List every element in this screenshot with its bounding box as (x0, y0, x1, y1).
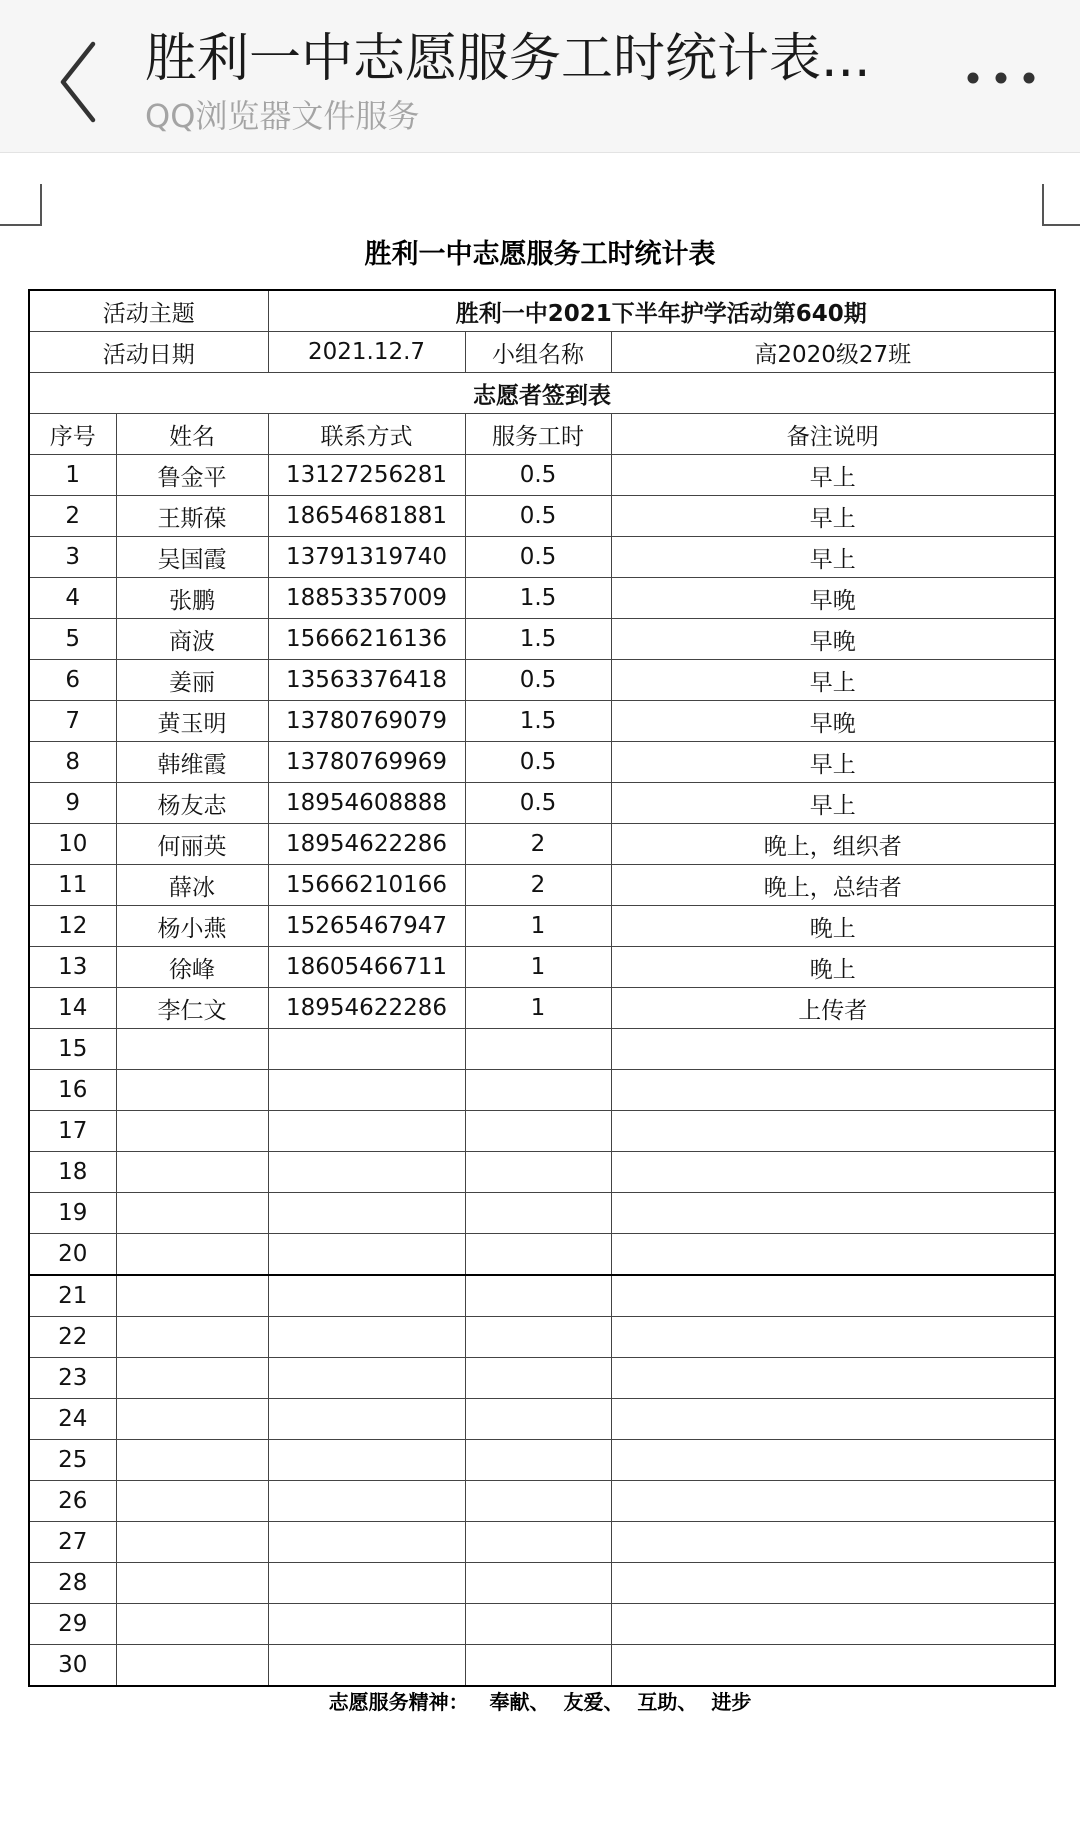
table-row (29, 988, 1055, 1029)
volunteer-name-cell (116, 1399, 268, 1440)
contact-phone-cell (268, 1399, 465, 1440)
row-number-cell: 27 (29, 1522, 116, 1563)
table-row (29, 701, 1055, 742)
row-number-cell: 17 (29, 1111, 116, 1152)
service-hours-cell (465, 1645, 611, 1687)
row-number-cell: 12 (29, 906, 116, 947)
service-hours-cell (465, 1358, 611, 1399)
table-row (29, 1275, 1055, 1317)
row-number-cell: 2 (29, 496, 116, 537)
volunteer-name-cell (116, 1111, 268, 1152)
row-number-cell: 26 (29, 1481, 116, 1522)
row-number-cell: 4 (29, 578, 116, 619)
row-number-cell: 20 (29, 1234, 116, 1276)
row-number-cell: 14 (29, 988, 116, 1029)
volunteer-name-cell: 杨小燕 (116, 906, 268, 947)
service-hours-cell (465, 1070, 611, 1111)
contact-phone-cell (268, 1152, 465, 1193)
service-hours-cell: 1 (465, 906, 611, 947)
contact-phone-cell: 18654681881 (268, 496, 465, 537)
volunteer-name-cell: 姜丽 (116, 660, 268, 701)
service-hours-cell: 1.5 (465, 701, 611, 742)
service-hours-cell: 0.5 (465, 537, 611, 578)
table-row (29, 906, 1055, 947)
column-header: 序号 (29, 414, 116, 455)
service-hours-cell: 0.5 (465, 496, 611, 537)
table-row (29, 824, 1055, 865)
volunteer-name-cell (116, 1234, 268, 1276)
remark-cell (611, 1645, 1055, 1687)
remark-cell: 早上 (611, 537, 1055, 578)
service-hours-cell (465, 1604, 611, 1645)
page-title: 胜利一中志愿服务工时统计表... (145, 29, 871, 89)
contact-phone-cell: 15666216136 (268, 619, 465, 660)
volunteer-name-cell: 商波 (116, 619, 268, 660)
service-hours-cell: 1.5 (465, 578, 611, 619)
table-row (29, 1358, 1055, 1399)
contact-phone-cell (268, 1234, 465, 1276)
contact-phone-cell (268, 1440, 465, 1481)
table-row (29, 1193, 1055, 1234)
activity-date-label: 活动日期 (29, 332, 268, 373)
contact-phone-cell: 18954622286 (268, 824, 465, 865)
service-hours-cell (465, 1234, 611, 1276)
remark-cell (611, 1358, 1055, 1399)
activity-date-row (29, 332, 1055, 373)
column-header: 联系方式 (268, 414, 465, 455)
volunteer-name-cell: 李仁文 (116, 988, 268, 1029)
section-title: 志愿者签到表 (29, 373, 1055, 414)
activity-date-value: 2021.12.7 (268, 332, 465, 373)
contact-phone-cell: 15265467947 (268, 906, 465, 947)
remark-cell (611, 1029, 1055, 1070)
remark-cell: 早上 (611, 496, 1055, 537)
page-corner-mark (1042, 184, 1080, 226)
volunteer-name-cell (116, 1193, 268, 1234)
table-row (29, 1604, 1055, 1645)
remark-cell (611, 1317, 1055, 1358)
contact-phone-cell: 13780769969 (268, 742, 465, 783)
contact-phone-cell (268, 1317, 465, 1358)
volunteer-name-cell (116, 1563, 268, 1604)
table-row (29, 1317, 1055, 1358)
document-viewer[interactable] (0, 153, 1080, 1826)
service-hours-cell (465, 1399, 611, 1440)
row-number-cell: 9 (29, 783, 116, 824)
back-button[interactable] (55, 38, 125, 126)
remark-cell: 早晚 (611, 578, 1055, 619)
service-hours-cell (465, 1481, 611, 1522)
row-number-cell: 6 (29, 660, 116, 701)
row-number-cell: 16 (29, 1070, 116, 1111)
table-row (29, 947, 1055, 988)
volunteer-name-cell: 鲁金平 (116, 455, 268, 496)
service-hours-cell: 1 (465, 947, 611, 988)
service-hours-cell (465, 1029, 611, 1070)
volunteer-name-cell (116, 1070, 268, 1111)
service-hours-cell: 2 (465, 824, 611, 865)
table-row (29, 660, 1055, 701)
contact-phone-cell (268, 1358, 465, 1399)
table-row (29, 1234, 1055, 1276)
service-hours-cell: 0.5 (465, 742, 611, 783)
table-row (29, 1563, 1055, 1604)
service-hours-cell (465, 1111, 611, 1152)
contact-phone-cell (268, 1029, 465, 1070)
page-subtitle: QQ浏览器文件服务 (145, 97, 420, 135)
contact-phone-cell (268, 1604, 465, 1645)
service-hours-cell (465, 1275, 611, 1317)
row-number-cell: 30 (29, 1645, 116, 1687)
service-hours-cell: 1.5 (465, 619, 611, 660)
table-row (29, 1399, 1055, 1440)
contact-phone-cell: 18853357009 (268, 578, 465, 619)
remark-cell (611, 1563, 1055, 1604)
row-number-cell: 7 (29, 701, 116, 742)
volunteer-name-cell: 薛冰 (116, 865, 268, 906)
service-hours-cell: 0.5 (465, 660, 611, 701)
row-number-cell: 21 (29, 1275, 116, 1317)
activity-theme-row (29, 290, 1055, 332)
row-number-cell: 15 (29, 1029, 116, 1070)
volunteer-name-cell: 韩维霞 (116, 742, 268, 783)
back-chevron-icon (55, 38, 125, 126)
table-row (29, 1522, 1055, 1563)
more-dots-icon (955, 58, 1055, 98)
volunteer-name-cell (116, 1029, 268, 1070)
volunteer-name-cell (116, 1152, 268, 1193)
row-number-cell: 22 (29, 1317, 116, 1358)
volunteer-name-cell: 王斯葆 (116, 496, 268, 537)
table-row (29, 1481, 1055, 1522)
service-hours-cell: 2 (465, 865, 611, 906)
volunteer-hours-table (28, 289, 1056, 1687)
remark-cell (611, 1604, 1055, 1645)
volunteer-name-cell: 徐峰 (116, 947, 268, 988)
volunteer-name-cell (116, 1440, 268, 1481)
contact-phone-cell: 13780769079 (268, 701, 465, 742)
service-hours-cell (465, 1522, 611, 1563)
row-number-cell: 1 (29, 455, 116, 496)
table-row (29, 1152, 1055, 1193)
contact-phone-cell (268, 1275, 465, 1317)
contact-phone-cell: 18954622286 (268, 988, 465, 1029)
table-row (29, 578, 1055, 619)
activity-theme-label: 活动主题 (29, 290, 268, 332)
remark-cell (611, 1070, 1055, 1111)
row-number-cell: 18 (29, 1152, 116, 1193)
remark-cell: 晚上，组织者 (611, 824, 1055, 865)
volunteer-name-cell: 张鹏 (116, 578, 268, 619)
table-row (29, 455, 1055, 496)
group-name-label: 小组名称 (465, 332, 611, 373)
column-header: 备注说明 (611, 414, 1055, 455)
remark-cell (611, 1481, 1055, 1522)
row-number-cell: 3 (29, 537, 116, 578)
volunteer-name-cell (116, 1645, 268, 1687)
column-header: 服务工时 (465, 414, 611, 455)
activity-theme-value: 胜利一中2021下半年护学活动第640期 (268, 290, 1055, 332)
remark-cell (611, 1111, 1055, 1152)
service-hours-cell (465, 1193, 611, 1234)
table-row (29, 1645, 1055, 1687)
volunteer-name-cell (116, 1275, 268, 1317)
remark-cell: 早上 (611, 742, 1055, 783)
service-hours-cell: 0.5 (465, 783, 611, 824)
contact-phone-cell (268, 1563, 465, 1604)
service-hours-cell (465, 1152, 611, 1193)
row-number-cell: 13 (29, 947, 116, 988)
table-row (29, 783, 1055, 824)
volunteer-name-cell: 杨友志 (116, 783, 268, 824)
remark-cell: 晚上 (611, 906, 1055, 947)
contact-phone-cell (268, 1522, 465, 1563)
contact-phone-cell: 13127256281 (268, 455, 465, 496)
contact-phone-cell (268, 1481, 465, 1522)
table-row (29, 496, 1055, 537)
contact-phone-cell (268, 1070, 465, 1111)
contact-phone-cell: 18954608888 (268, 783, 465, 824)
contact-phone-cell: 13563376418 (268, 660, 465, 701)
app-header (0, 0, 1080, 153)
remark-cell: 晚上 (611, 947, 1055, 988)
remark-cell (611, 1440, 1055, 1481)
table-row (29, 742, 1055, 783)
remark-cell (611, 1234, 1055, 1276)
volunteer-name-cell (116, 1604, 268, 1645)
volunteer-name-cell: 何丽英 (116, 824, 268, 865)
table-row (29, 865, 1055, 906)
table-row (29, 537, 1055, 578)
page-corner-mark (0, 184, 42, 226)
row-number-cell: 19 (29, 1193, 116, 1234)
contact-phone-cell: 18605466711 (268, 947, 465, 988)
row-number-cell: 25 (29, 1440, 116, 1481)
column-header: 姓名 (116, 414, 268, 455)
table-header-row (29, 414, 1055, 455)
table-row (29, 1029, 1055, 1070)
remark-cell: 早晚 (611, 701, 1055, 742)
contact-phone-cell: 15666210166 (268, 865, 465, 906)
table-row (29, 1440, 1055, 1481)
more-button[interactable] (955, 58, 1055, 98)
remark-cell: 早上 (611, 783, 1055, 824)
table-row (29, 1111, 1055, 1152)
remark-cell: 上传者 (611, 988, 1055, 1029)
volunteer-name-cell: 吴国霞 (116, 537, 268, 578)
table-row (29, 619, 1055, 660)
contact-phone-cell: 13791319740 (268, 537, 465, 578)
service-hours-cell: 0.5 (465, 455, 611, 496)
remark-cell (611, 1399, 1055, 1440)
remark-cell: 早上 (611, 455, 1055, 496)
service-hours-cell (465, 1317, 611, 1358)
row-number-cell: 23 (29, 1358, 116, 1399)
document-title: 胜利一中志愿服务工时统计表 (364, 239, 716, 270)
remark-cell: 早上 (611, 660, 1055, 701)
volunteer-name-cell (116, 1522, 268, 1563)
volunteer-name-cell (116, 1358, 268, 1399)
footer-motto: 志愿服务精神： 奉献、 友爱、 互助、 进步 (328, 1690, 752, 1714)
remark-cell (611, 1522, 1055, 1563)
contact-phone-cell (268, 1645, 465, 1687)
row-number-cell: 28 (29, 1563, 116, 1604)
row-number-cell: 8 (29, 742, 116, 783)
row-number-cell: 29 (29, 1604, 116, 1645)
remark-cell: 晚上，总结者 (611, 865, 1055, 906)
remark-cell: 早晚 (611, 619, 1055, 660)
contact-phone-cell (268, 1193, 465, 1234)
table-row (29, 1070, 1055, 1111)
row-number-cell: 5 (29, 619, 116, 660)
row-number-cell: 24 (29, 1399, 116, 1440)
volunteer-name-cell: 黄玉明 (116, 701, 268, 742)
remark-cell (611, 1193, 1055, 1234)
section-title-row (29, 373, 1055, 414)
remark-cell (611, 1152, 1055, 1193)
remark-cell (611, 1275, 1055, 1317)
row-number-cell: 10 (29, 824, 116, 865)
service-hours-cell (465, 1563, 611, 1604)
contact-phone-cell (268, 1111, 465, 1152)
row-number-cell: 11 (29, 865, 116, 906)
service-hours-cell (465, 1440, 611, 1481)
volunteer-name-cell (116, 1481, 268, 1522)
volunteer-name-cell (116, 1317, 268, 1358)
group-name-value: 高2020级27班 (611, 332, 1055, 373)
service-hours-cell: 1 (465, 988, 611, 1029)
